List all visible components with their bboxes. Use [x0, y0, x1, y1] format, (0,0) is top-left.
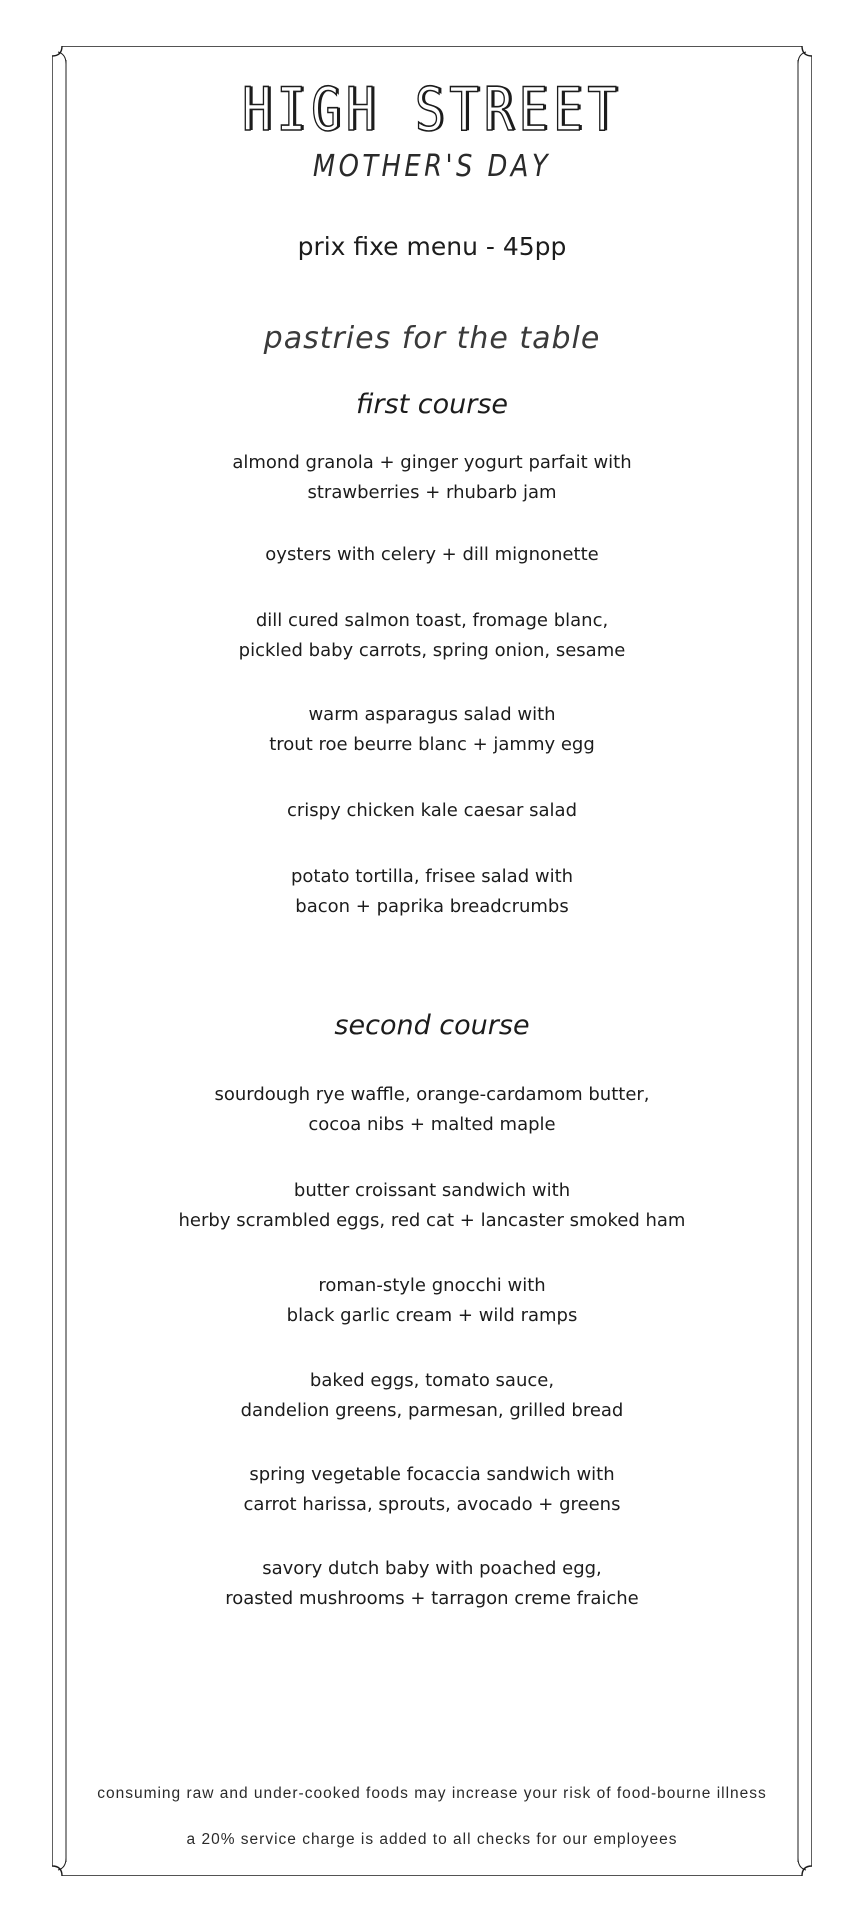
menu-item-line: baked eggs, tomato sauce, — [309, 1370, 555, 1391]
menu-item — [52, 1460, 812, 1520]
menu-item-line: butter croissant sandwich with — [293, 1180, 571, 1201]
menu-item-line: sourdough rye waffle, orange-cardamom butter, — [214, 1084, 650, 1105]
menu-content — [52, 46, 812, 1876]
menu-item-line: roasted mushrooms + tarragon creme fraiche — [225, 1588, 639, 1609]
menu-item — [52, 1366, 812, 1426]
table-pastries-note: pastries for the table — [263, 321, 601, 356]
menu-item-line: potato tortilla, frisee salad with — [290, 866, 574, 887]
menu-item-line: roman-style gnocchi with — [318, 1275, 546, 1296]
menu-item-line: pickled baby carrots, spring onion, sesame — [238, 640, 626, 661]
menu-item-line: herby scrambled eggs, red cat + lancaster smoked ham — [178, 1210, 686, 1231]
food-safety-warning: consuming raw and under-cooked foods may increase your risk of food-bourne illness — [97, 1785, 767, 1802]
menu-item-line: savory dutch baby with poached egg, — [262, 1558, 602, 1579]
first-course-title: first course — [355, 389, 509, 420]
menu-item-line: dill cured salmon toast, fromage blanc, — [255, 610, 609, 631]
menu-item-line: carrot harissa, sprouts, avocado + greens — [243, 1494, 621, 1515]
menu-item — [52, 540, 812, 570]
second-course-title: second course — [334, 1010, 530, 1041]
menu-item — [52, 796, 812, 826]
pricing-note: prix fixe menu - 45pp — [297, 232, 567, 261]
menu-item-line: dandelion greens, parmesan, grilled bread — [240, 1400, 624, 1421]
menu-item-line: almond granola + ginger yogurt parfait with — [232, 452, 632, 473]
menu-item-line: black garlic cream + wild ramps — [286, 1305, 578, 1326]
occasion-title: MOTHER'S DAY — [312, 149, 552, 184]
menu-item-line: trout roe beurre blanc + jammy egg — [269, 734, 595, 755]
menu-item — [52, 700, 812, 760]
menu-item-line: spring vegetable focaccia sandwich with — [249, 1464, 615, 1485]
menu-item-line: crispy chicken kale caesar salad — [287, 800, 577, 821]
menu-item — [52, 606, 812, 666]
restaurant-name: HIGH STREET — [242, 75, 622, 145]
menu-item-line: cocoa nibs + malted maple — [308, 1114, 556, 1135]
menu-item-line: oysters with celery + dill mignonette — [265, 544, 599, 565]
service-charge-note: a 20% service charge is added to all checks for our employees — [186, 1831, 678, 1848]
menu-item — [52, 1176, 812, 1236]
menu-item — [52, 448, 812, 508]
menu-item — [52, 862, 812, 922]
menu-item — [52, 1554, 812, 1614]
menu-item — [52, 1080, 812, 1140]
menu-item-line: bacon + paprika breadcrumbs — [295, 896, 569, 917]
menu-item-line: strawberries + rhubarb jam — [307, 482, 557, 503]
menu-item-line: warm asparagus salad with — [308, 704, 556, 725]
menu-item — [52, 1271, 812, 1331]
